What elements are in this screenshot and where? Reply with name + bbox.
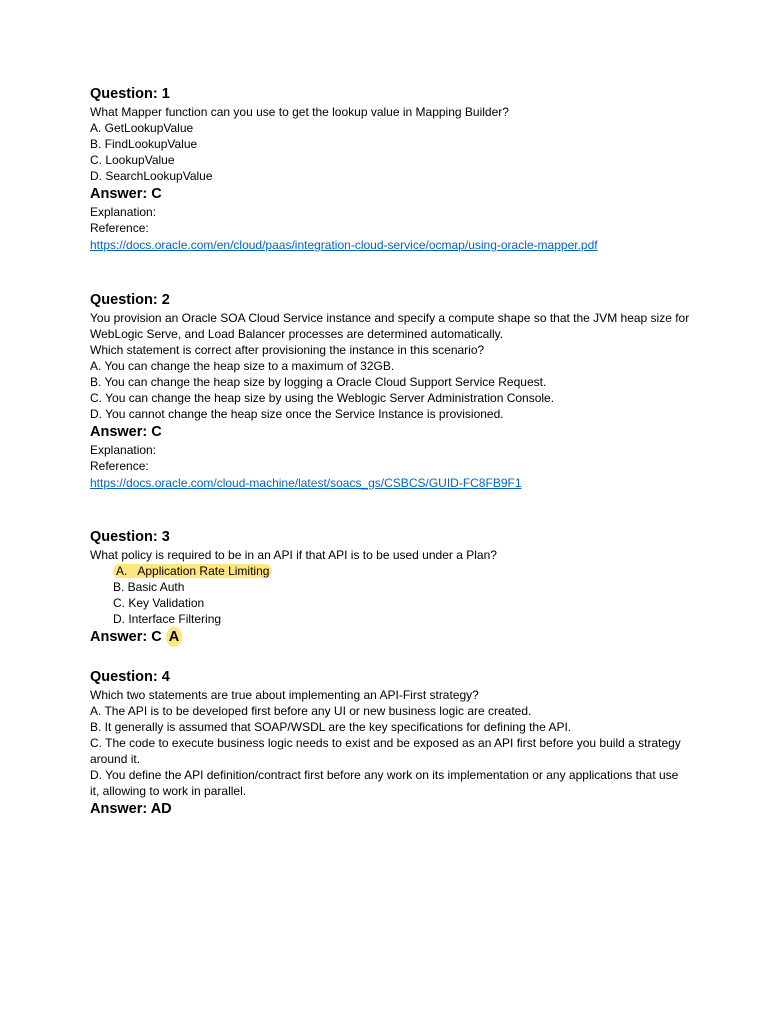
question-4 <box>90 667 690 819</box>
question-3-answer-prefix: Answer: C <box>90 629 162 645</box>
question-2-reference: Reference: <box>90 459 149 473</box>
question-4-text: Which two statements are true about implementing an API-First strategy? <box>90 688 479 702</box>
question-4-option-b: B. It generally is assumed that SOAP/WSDL are the key specifications for defining the API. <box>90 720 572 734</box>
question-2-text-2: Which statement is correct after provisioning the instance in this scenario? <box>90 343 485 357</box>
question-2-text: You provision an Oracle SOA Cloud Service instance and specify a compute shape so that the JVM heap size for WebLogic Serve, and Load Balancer processes are determined automatically. <box>90 311 690 341</box>
question-1-option-c: C. LookupValue <box>90 153 175 167</box>
question-3-option-a-letter: A. <box>116 564 128 578</box>
question-1-reference-link[interactable]: https://docs.oracle.com/en/cloud/paas/integration-cloud-service/ocmap/using-oracle-mapper.pdf <box>90 238 598 252</box>
question-2-option-c: C. You can change the heap size by using the Weblogic Server Administration Console. <box>90 391 555 405</box>
question-1-explanation: Explanation: <box>90 205 157 219</box>
document-page <box>90 84 690 819</box>
question-4-option-c: C. The code to execute business logic needs to exist and be exposed as an API first before you build a strategy around it. <box>90 736 681 766</box>
question-2-option-a: A. You can change the heap size to a maximum of 32GB. <box>90 359 395 373</box>
question-1-option-b: B. FindLookupValue <box>90 137 198 151</box>
question-2-reference-link[interactable]: https://docs.oracle.com/cloud-machine/latest/soacs_gs/CSBCS/GUID-FC8FB9F1 <box>90 476 522 490</box>
question-3-option-a-highlight <box>113 564 272 578</box>
question-2-option-b: B. You can change the heap size by logging a Oracle Cloud Support Service Request. <box>90 375 547 389</box>
question-1-title: Question: 1 <box>90 86 170 102</box>
question-2-explanation: Explanation: <box>90 443 157 457</box>
question-3-answer <box>90 627 690 647</box>
question-3-option-c: C. Key Validation <box>113 596 205 610</box>
question-1-option-d: D. SearchLookupValue <box>90 169 213 183</box>
question-2-title: Question: 2 <box>90 292 170 308</box>
question-2 <box>90 290 690 492</box>
question-3-option-b: B. Basic Auth <box>113 580 185 594</box>
question-1-answer: Answer: C <box>90 186 162 202</box>
question-4-option-d: D. You define the API definition/contract first before any work on its implementation or any applications that use it, allowing to work in parallel. <box>90 768 679 798</box>
question-3-option-a-text: Application Rate Limiting <box>137 564 270 578</box>
question-3-option-d: D. Interface Filtering <box>113 612 222 626</box>
question-1-text: What Mapper function can you use to get the lookup value in Mapping Builder? <box>90 105 509 119</box>
question-3-option-a <box>90 563 690 579</box>
question-1 <box>90 84 690 254</box>
question-1-reference: Reference: <box>90 221 149 235</box>
question-4-answer: Answer: AD <box>90 801 172 817</box>
question-1-option-a: A. GetLookupValue <box>90 121 194 135</box>
question-4-option-a: A. The API is to be developed first before any UI or new business logic are created. <box>90 704 532 718</box>
question-4-title: Question: 4 <box>90 669 170 685</box>
question-2-answer: Answer: C <box>90 424 162 440</box>
question-3 <box>90 527 690 647</box>
question-3-answer-mark: A <box>166 627 182 647</box>
question-3-text: What policy is required to be in an API if that API is to be used under a Plan? <box>90 548 497 562</box>
question-3-title: Question: 3 <box>90 529 170 545</box>
question-2-option-d: D. You cannot change the heap size once the Service Instance is provisioned. <box>90 407 504 421</box>
